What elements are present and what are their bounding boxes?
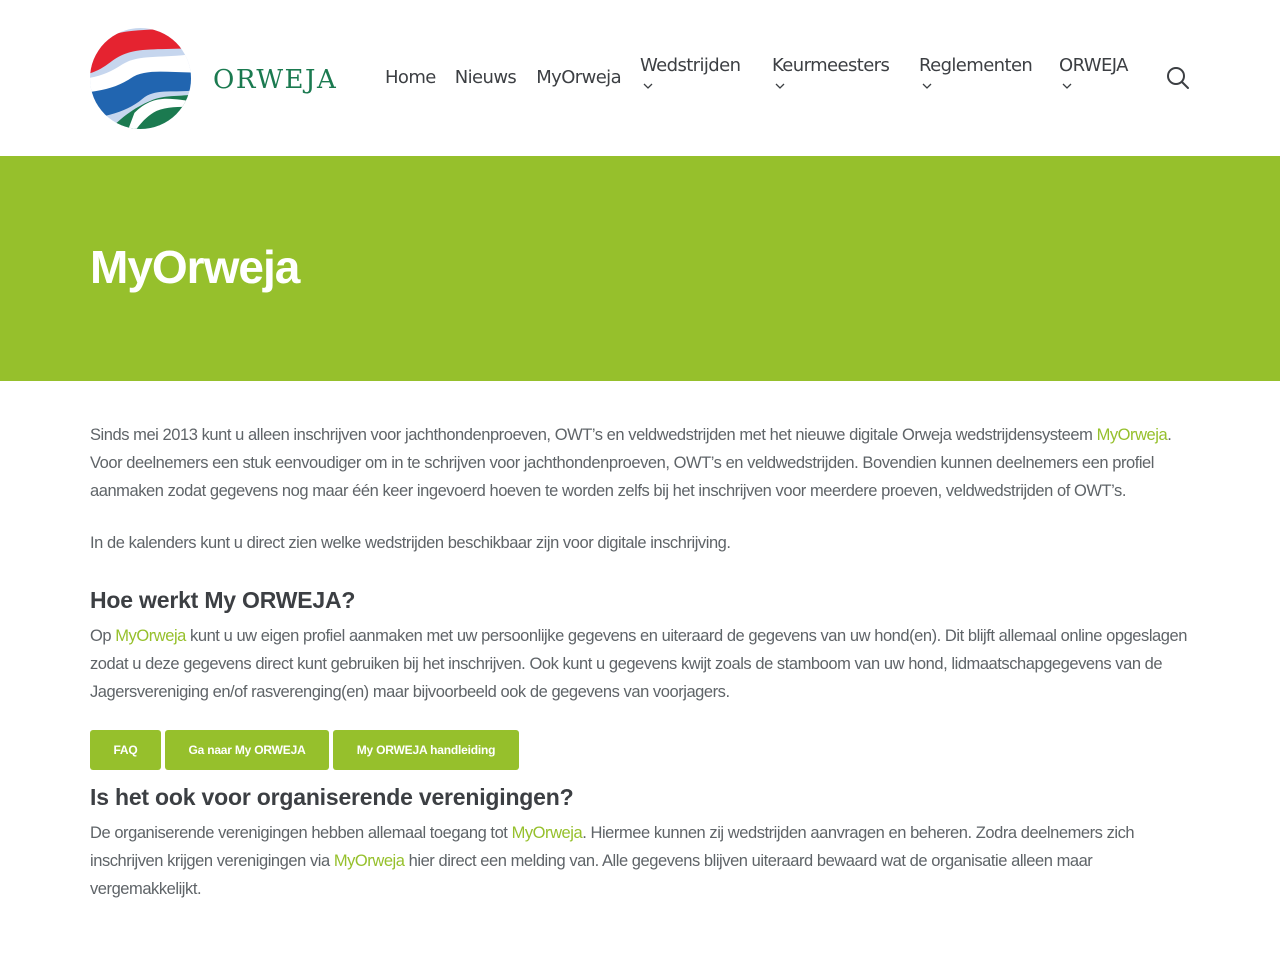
chevron-down-icon — [922, 79, 1059, 93]
section-heading-organizers: Is het ook voor organiserende verenigingen? — [90, 784, 574, 810]
text: De organiserende verenigingen hebben allemaal toegang tot — [90, 824, 512, 842]
chevron-down-icon — [1062, 79, 1139, 93]
main-content — [90, 421, 1190, 903]
nav-item-label: Nieuws — [454, 67, 517, 88]
text: hier direct een melding van. Alle gegevens blijven uiteraard bewaard wat de organisatie alleen maar vergemakkelijkt. — [90, 852, 1093, 898]
logo-wordmark: ORWEJA — [213, 64, 338, 95]
myorweja-link[interactable]: MyOrweja — [115, 627, 186, 645]
text: kunt u uw eigen profiel aanmaken met uw persoonlijke gegevens en uiteraard de gegevens van uw hond(en). Dit blijft allemaal online opgeslagen zodat u deze gegevens direct kunt gebruiken bij het inschrijven. Ook kunt u gegevens kwijt zoals de stamboom van uw hond, lidmaatschapgegevens van de Jagersvereniging en/of rasverenging(en) maar bijvoorbeeld ook de gegevens van voorjagers. — [90, 627, 1187, 701]
site-header — [0, 0, 1280, 156]
text: Op — [90, 627, 116, 645]
search-icon[interactable] — [1166, 66, 1190, 90]
nav-item-home[interactable] — [385, 65, 436, 91]
section-heading-how: Hoe werkt My ORWEJA? — [90, 587, 356, 613]
faq-button[interactable]: FAQ — [90, 730, 161, 770]
nav-item-label: ORWEJA — [1059, 55, 1128, 76]
page-hero — [0, 156, 1280, 381]
main-nav — [385, 52, 1139, 93]
text: . Voor deelnemers een stuk eenvoudiger om in te schrijven voor jachthondenproeven, OWT’s en veldwedstrijden. Bovendien kunnen deelnemers een profiel aanmaken zodat gegevens nog maar één keer ingevoerd hoeven te worden zelfs bij het inschrijven voor meerdere proeven, veldwedstrijden of OWT’s. — [90, 426, 1172, 500]
nav-item-reglementen[interactable] — [919, 53, 1059, 93]
nav-item-label: Wedstrijden — [640, 55, 741, 76]
text: . Hiermee kunnen zij wedstrijden aanvragen en beheren. Zodra deelnemers zich inschrijven krijgen verenigingen via — [90, 824, 1135, 870]
nav-item-nieuws[interactable] — [455, 65, 516, 91]
chevron-down-icon — [643, 79, 772, 93]
how-paragraph — [90, 622, 1190, 706]
nav-item-label: Reglementen — [919, 55, 1033, 76]
text: Sinds mei 2013 kunt u alleen inschrijven voor jachthondenproeven, OWT’s en veldwedstrijden met het nieuwe digitale Orweja wedstrijdensysteem — [90, 426, 1097, 444]
orweja-logo-icon — [90, 28, 191, 129]
nav-item-wedstrijden[interactable] — [640, 53, 772, 93]
nav-item-orweja[interactable] — [1059, 53, 1139, 93]
myorweja-link[interactable]: MyOrweja — [333, 852, 405, 870]
button-row — [90, 730, 1190, 770]
organizers-paragraph — [90, 819, 1190, 903]
nav-item-keurmeesters[interactable] — [772, 53, 919, 93]
goto-myorweja-button[interactable]: Ga naar My ORWEJA — [165, 730, 329, 770]
nav-item-label: MyOrweja — [536, 67, 621, 88]
nav-item-label: Keurmeesters — [772, 55, 890, 76]
page-title: MyOrweja — [90, 241, 300, 293]
myorweja-link[interactable]: MyOrweja — [1096, 426, 1168, 444]
intro-paragraph — [90, 421, 1190, 505]
nav-item-label: Home — [385, 67, 436, 88]
chevron-down-icon — [775, 79, 919, 93]
site-logo[interactable] — [90, 28, 337, 129]
manual-button[interactable]: My ORWEJA handleiding — [333, 730, 519, 770]
nav-item-myorweja[interactable] — [536, 65, 621, 91]
myorweja-link[interactable]: MyOrweja — [511, 824, 583, 842]
calendar-paragraph: In de kalenders kunt u direct zien welke wedstrijden beschikbaar zijn voor digitale inschrijving. — [90, 534, 731, 552]
